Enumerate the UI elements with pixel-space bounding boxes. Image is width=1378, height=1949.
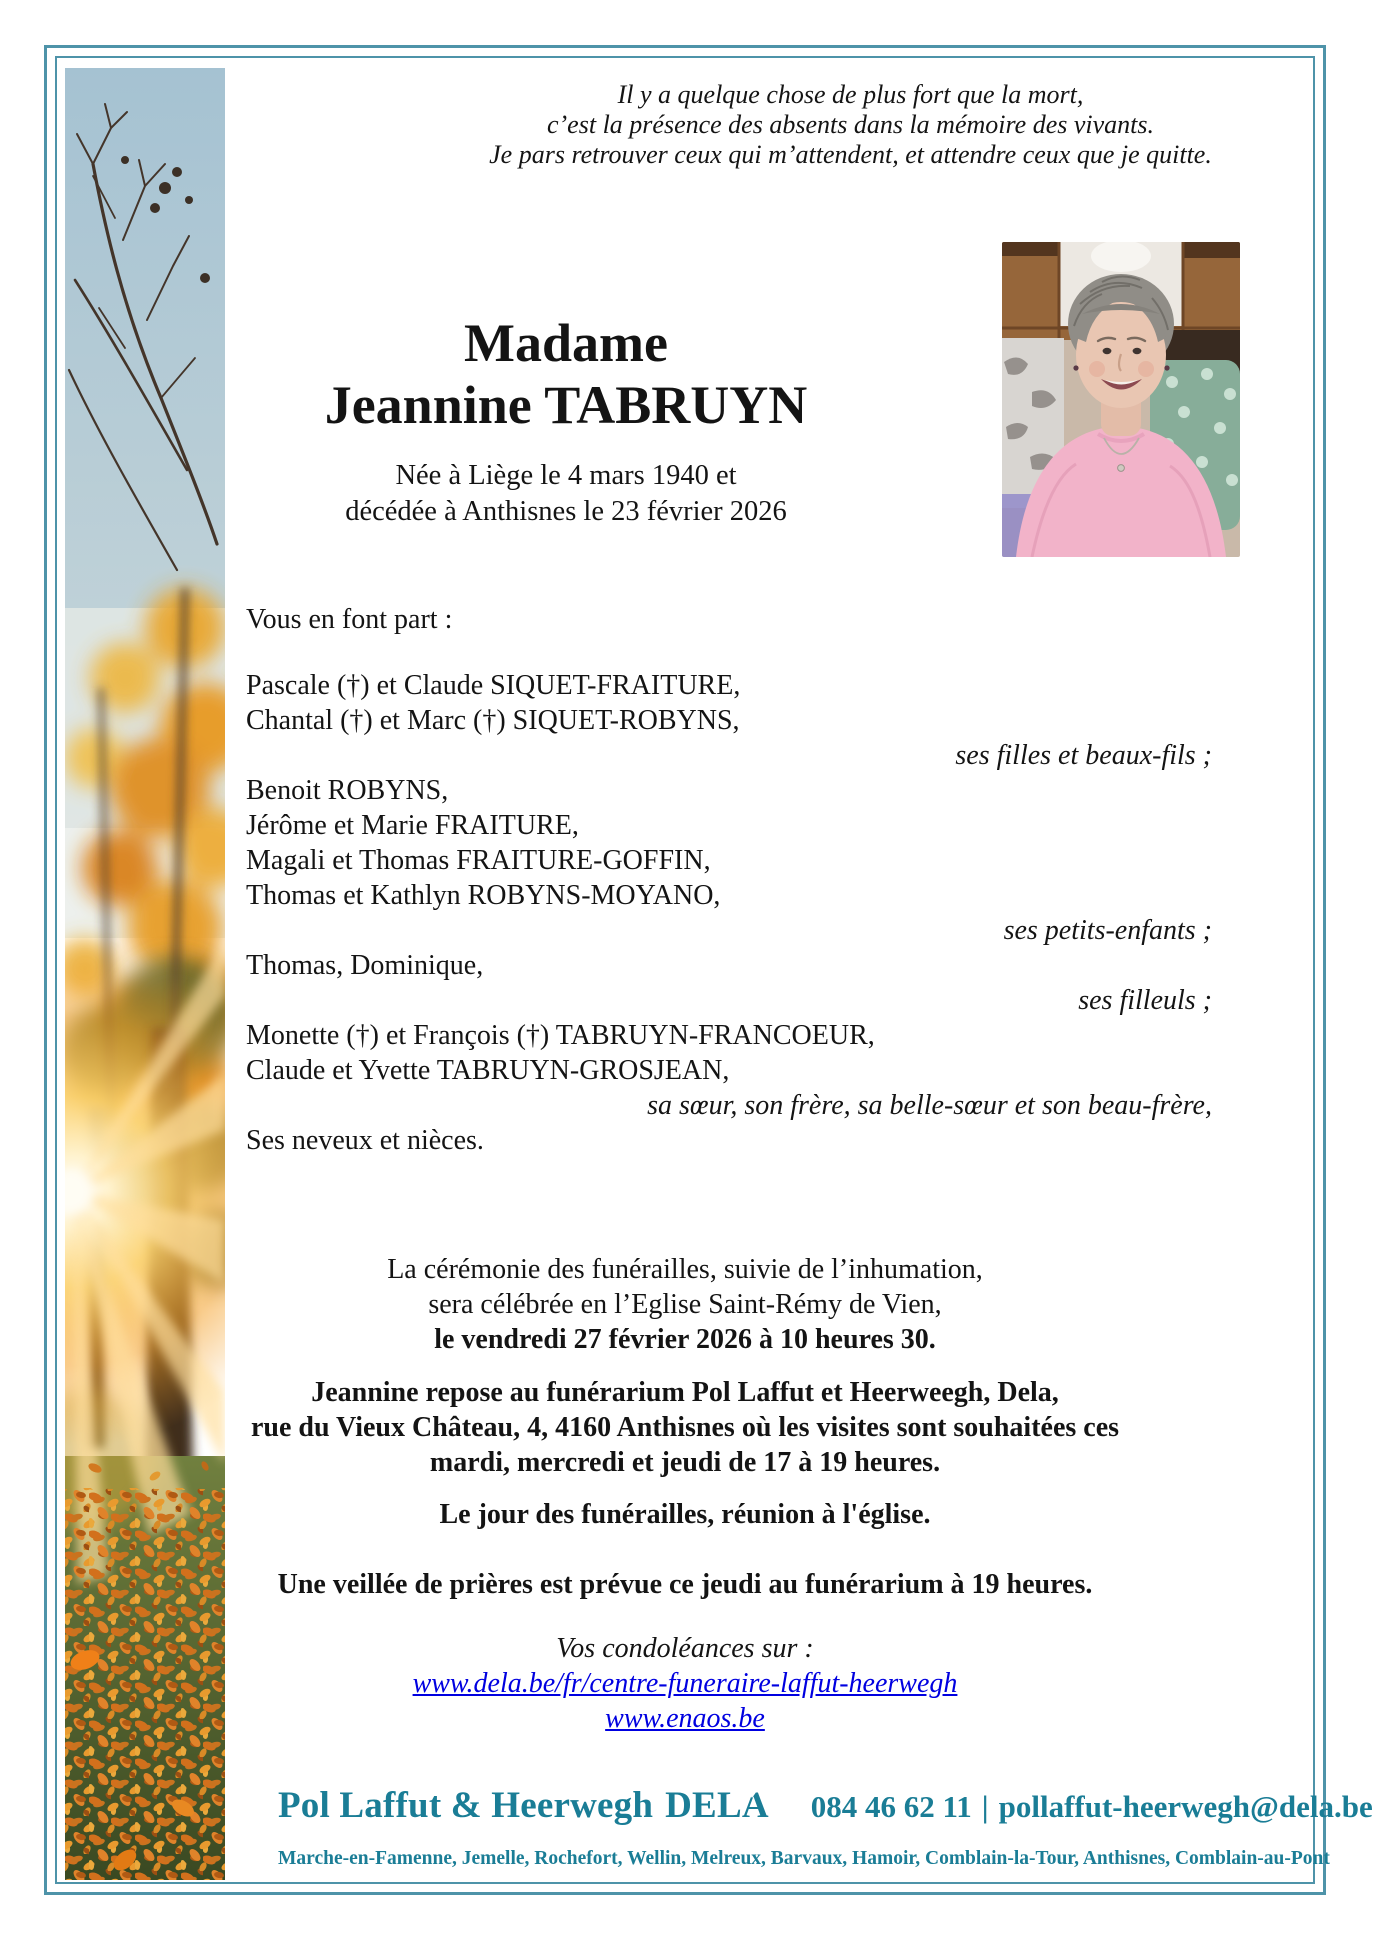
funeral-home-name-text: Pol Laffut & Heerwegh <box>278 1785 654 1826</box>
epitaph <box>388 80 1313 170</box>
dela-brand-logo <box>665 1785 769 1826</box>
reunion-line: Le jour des funérailles, réunion à l'église. <box>439 1499 931 1530</box>
autumn-photo-strip <box>65 68 225 1880</box>
deceased-title: Madame <box>464 313 668 373</box>
birth-line: Née à Liège le 4 mars 1940 et <box>395 460 737 491</box>
family-line: Chantal (†) et Marc (†) SIQUET-ROBYNS, <box>246 705 740 736</box>
footer-contact <box>811 1789 1373 1825</box>
family-line: Magali et Thomas FRAITURE-GOFFIN, <box>246 845 711 876</box>
repose-line: mardi, mercredi et jeudi de 17 à 19 heures. <box>429 1447 941 1478</box>
family-line: Pascale (†) et Claude SIQUET-FRAITURE, <box>246 670 741 701</box>
family-line: Monette (†) et François (†) TABRUYN-FRANCOEUR, <box>246 1020 875 1051</box>
family-relation-line: ses filleuls ; <box>1078 985 1212 1016</box>
footer-email: pollaffut-heerwegh@dela.be <box>998 1789 1373 1824</box>
dela-brand-text: DELA <box>665 1785 769 1826</box>
ceremony-date-line: le vendredi 27 février 2026 à 10 heures 30. <box>434 1324 936 1355</box>
funeral-home-footer <box>278 1784 1373 1827</box>
condolences-link-enaos[interactable]: www.enaos.be <box>605 1703 765 1734</box>
autumn-trees-image <box>65 68 225 1880</box>
veillee-line: Une veillée de prières est prévue ce jeudi au funérarium à 19 heures. <box>277 1569 1093 1600</box>
family-line: Thomas et Kathlyn ROBYNS-MOYANO, <box>246 880 721 911</box>
deceased-portrait-image <box>1002 242 1240 557</box>
portrait-photo <box>1002 242 1240 557</box>
ceremony-block <box>45 1252 1325 1357</box>
condolences-intro: Vos condoléances sur : <box>556 1633 814 1664</box>
repose-line: Jeannine repose au funérarium Pol Laffut et Heerweegh, Dela, <box>311 1377 1059 1408</box>
death-line: décédée à Anthisnes le 23 février 2026 <box>345 496 787 527</box>
condolences-link-dela[interactable]: www.dela.be/fr/centre-funeraire-laffut-heerwegh <box>412 1668 958 1699</box>
repose-line: rue du Vieux Château, 4, 4160 Anthisnes où les visites sont souhaitées ces <box>250 1412 1120 1443</box>
family-intro: Vous en font part : <box>246 604 453 635</box>
family-line: Claude et Yvette TABRUYN-GROSJEAN, <box>246 1055 730 1086</box>
family-line: Jérôme et Marie FRAITURE, <box>246 810 579 841</box>
epitaph-line: c’est la présence des absents dans la mémoire des vivants. <box>546 110 1154 139</box>
family-line: Benoit ROBYNS, <box>246 775 449 806</box>
family-line: Thomas, Dominique, <box>246 950 484 981</box>
epitaph-line: Je pars retrouver ceux qui m’attendent, et attendre ceux que je quitte. <box>489 140 1212 169</box>
repose-block <box>45 1375 1325 1480</box>
family-relation-line: ses petits-enfants ; <box>1003 915 1212 946</box>
footer-phone: 084 46 62 11 <box>810 1789 972 1824</box>
ceremony-line: La cérémonie des funérailles, suivie de l’inhumation, <box>387 1254 983 1285</box>
funeral-home-name <box>278 1784 769 1827</box>
footer-separator: | <box>981 1789 989 1824</box>
family-announcement <box>246 602 1212 1158</box>
family-relation-line: sa sœur, son frère, sa belle-sœur et son beau-frère, <box>647 1090 1212 1121</box>
deceased-name: Jeannine TABRUYN <box>324 375 808 435</box>
epitaph-line: Il y a quelque chose de plus fort que la mort, <box>617 80 1084 109</box>
birth-death-block <box>245 458 887 530</box>
condolences-block <box>45 1631 1325 1736</box>
footer-cities-list: Marche-en-Famenne, Jemelle, Rochefort, Wellin, Melreux, Barvaux, Hamoir, Comblain-la-Tour, Anthisnes, Comblain-au-Pont <box>278 1848 1330 1869</box>
family-line: Ses neveux et nièces. <box>246 1125 484 1156</box>
family-relation-line: ses filles et beaux-fils ; <box>955 740 1212 771</box>
deceased-name-block <box>245 312 887 436</box>
ceremony-line: sera célébrée en l’Eglise Saint-Rémy de Vien, <box>428 1289 942 1320</box>
